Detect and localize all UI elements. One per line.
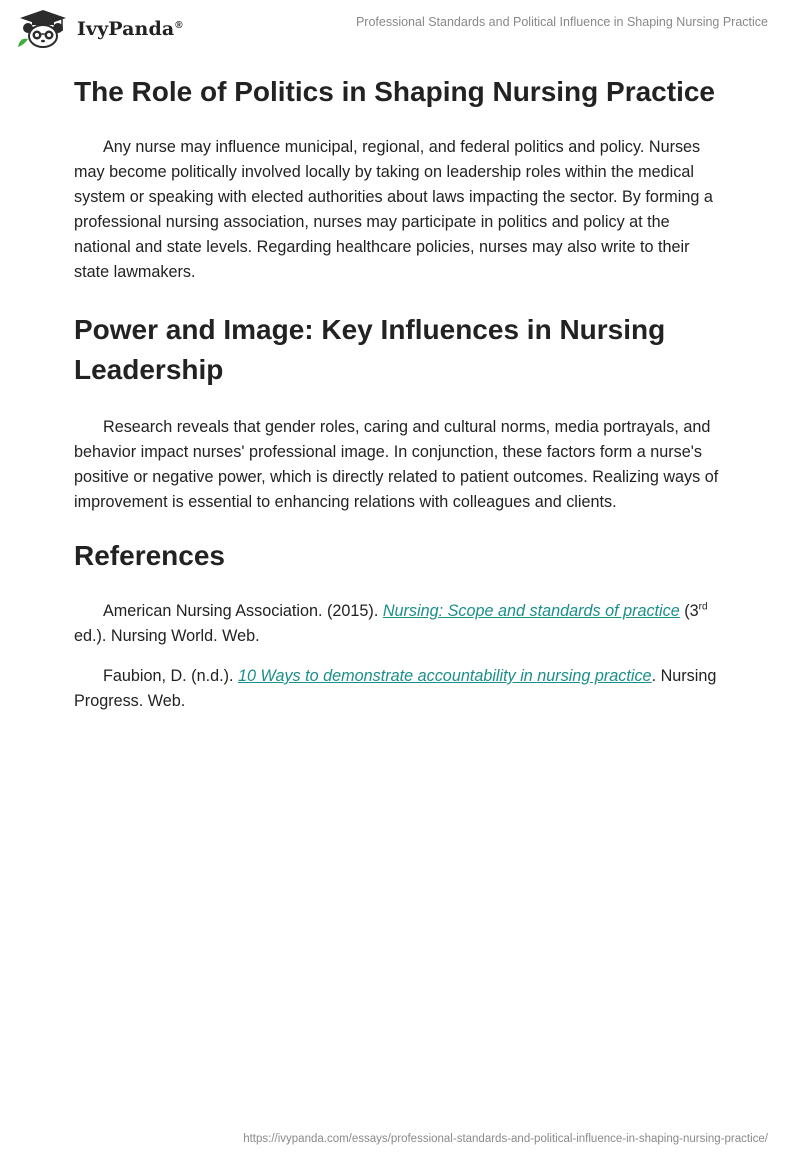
reference-author: Faubion, D. (n.d.).	[103, 667, 238, 685]
reference-item	[74, 664, 724, 714]
essay-content	[74, 70, 724, 714]
section-heading-power-image: Power and Image: Key Influences in Nursing Leadership	[74, 314, 666, 385]
footer-url: https://ivypanda.com/essays/professional-standards-and-political-influence-in-shaping-nursing-practice/	[243, 1133, 768, 1145]
references-heading: References	[74, 540, 225, 571]
page-header	[0, 0, 800, 60]
reference-author: American Nursing Association. (2015).	[103, 602, 383, 620]
section-heading-politics: The Role of Politics in Shaping Nursing Practice	[74, 76, 715, 107]
reference-item	[74, 599, 724, 649]
reference-edition: (3	[679, 602, 699, 620]
brand-name: IvyPanda®	[77, 18, 183, 40]
reference-link[interactable]: 10 Ways to demonstrate accountability in nursing practice	[237, 667, 652, 685]
reference-link[interactable]: Nursing: Scope and standards of practice	[382, 602, 680, 620]
reference-source: . Nursing Progress. Web.	[74, 667, 717, 710]
section-paragraph-power-image: Research reveals that gender roles, caring and cultural norms, media portrayals, and behavior impact nurses' professional image. In conjunction, these factors form a nurse's positive or negative power, which is directly related to patient outcomes. Realizing ways of improvement is essential to enhancing relations with colleagues and clients.	[74, 418, 719, 511]
ivypanda-logo[interactable]	[14, 9, 183, 49]
section-paragraph-politics: Any nurse may influence municipal, regional, and federal politics and policy. Nurses may become politically involved locally by taking on leadership roles within the medical system or speaking with elected authorities about laws impacting the sector. By forming a professional nursing association, nurses may participate in politics and policy at the national and state levels. Regarding healthcare policies, nurses may also write to their state lawmakers.	[74, 138, 713, 281]
reference-source: ed.). Nursing World. Web.	[74, 627, 260, 645]
document-title: Professional Standards and Political Influence in Shaping Nursing Practice	[355, 15, 768, 29]
ordinal-suffix: rd	[698, 601, 708, 613]
panda-graduate-icon	[14, 9, 72, 49]
